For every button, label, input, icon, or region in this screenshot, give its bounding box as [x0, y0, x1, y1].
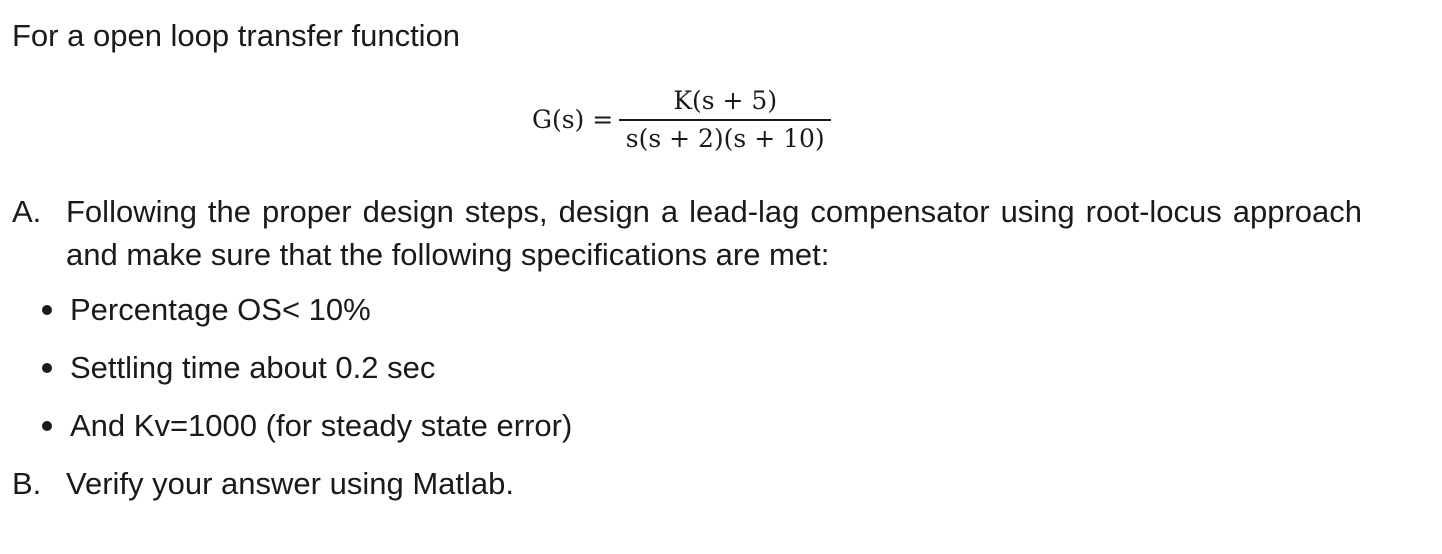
bullet-icon	[42, 363, 52, 373]
part-b-marker: B.	[12, 466, 42, 501]
specification-list	[38, 290, 572, 464]
equation-lhs: G(s) =	[532, 105, 614, 134]
transfer-function-equation	[532, 86, 831, 153]
question-part-b	[12, 464, 514, 504]
spec-kv: And Kv=1000 (for steady state error)	[70, 408, 573, 443]
equation-denominator: s(s + 2)(s + 10)	[625, 124, 825, 153]
spec-settling-time: Settling time about 0.2 sec	[70, 350, 436, 385]
list-item	[38, 406, 572, 446]
equation-numerator: K(s + 5)	[673, 86, 778, 115]
spec-overshoot: Percentage OS< 10%	[70, 292, 371, 327]
intro-text: For a open loop transfer function	[12, 18, 461, 53]
list-item	[38, 290, 572, 330]
part-a-marker: A.	[12, 194, 42, 229]
bullet-icon	[42, 421, 52, 431]
bullet-icon	[42, 305, 52, 315]
question-part-a	[12, 190, 1362, 276]
part-b-text: Verify your answer using Matlab.	[66, 466, 514, 501]
list-item	[38, 348, 572, 388]
equation-fraction	[619, 86, 831, 153]
part-a-text: Following the proper design steps, design a lead-lag compensator using root-locus approach and make sure that the following specifications are met:	[66, 194, 1362, 272]
